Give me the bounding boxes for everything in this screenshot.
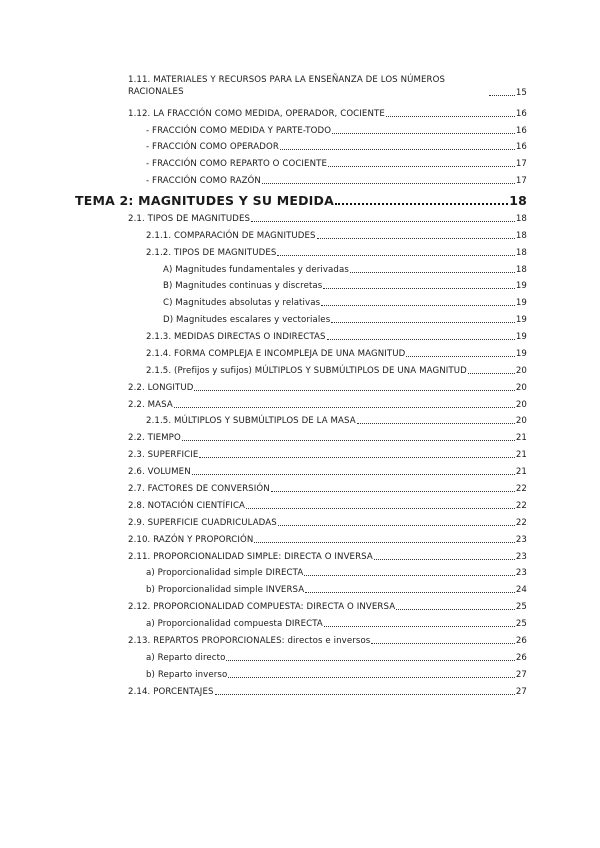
toc-entry-page: 22 bbox=[515, 501, 527, 511]
toc-entry-label: 1.11. MATERIALES Y RECURSOS PARA LA ENSEÑANZA DE LOS NÚMEROS RACIONALES bbox=[128, 75, 446, 97]
toc-entry-page: 16 bbox=[515, 126, 527, 136]
toc-entry-label: 2.1.3. MEDIDAS DIRECTAS O INDIRECTAS bbox=[146, 332, 326, 342]
leader-dots bbox=[350, 272, 515, 273]
toc-entry[interactable] bbox=[146, 364, 527, 376]
leader-dots bbox=[192, 474, 515, 475]
toc-entry[interactable] bbox=[163, 263, 527, 275]
toc-entry[interactable] bbox=[146, 617, 527, 629]
leader-dots bbox=[228, 677, 515, 678]
toc-entry-page: 22 bbox=[515, 518, 527, 528]
toc-entry-page: 16 bbox=[515, 142, 527, 152]
leader-dots bbox=[277, 255, 514, 256]
toc-entry-label: 2.13. REPARTOS PROPORCIONALES: directos e inversos bbox=[128, 636, 371, 646]
toc-entry-page: 19 bbox=[515, 332, 527, 342]
toc-entry-label: 2.9. SUPERFICIE CUADRICULADAS bbox=[128, 518, 277, 528]
toc-entry-label: - FRACCIÓN COMO REPARTO O COCIENTE bbox=[146, 159, 327, 169]
toc-entry-page: 20 bbox=[515, 400, 527, 410]
leader-dots bbox=[305, 592, 515, 593]
toc-entry-page: 18 bbox=[515, 214, 527, 224]
leader-dots bbox=[254, 542, 514, 543]
leader-dots bbox=[262, 183, 515, 184]
leader-dots bbox=[174, 407, 515, 408]
toc-chapter-heading[interactable] bbox=[75, 193, 527, 208]
toc-entry-label: 2.14. PORCENTAJES bbox=[128, 687, 214, 697]
toc-entry[interactable] bbox=[128, 381, 527, 393]
toc-entry-label: 2.1. TIPOS DE MAGNITUDES bbox=[128, 214, 251, 224]
toc-entry-page: 25 bbox=[515, 619, 527, 629]
toc-entry[interactable] bbox=[128, 465, 527, 477]
toc-entry-page: 18 bbox=[515, 265, 527, 275]
toc-entry-label: 2.10. RAZÓN Y PROPORCIÓN bbox=[128, 535, 254, 545]
toc-entry[interactable] bbox=[128, 685, 527, 697]
toc-entry-label: - FRACCIÓN COMO OPERADOR bbox=[146, 142, 279, 152]
toc-entry[interactable] bbox=[146, 566, 527, 578]
toc-entry-page: 22 bbox=[515, 484, 527, 494]
toc-entry[interactable] bbox=[146, 330, 527, 342]
leader-dots bbox=[271, 491, 515, 492]
toc-entry[interactable] bbox=[128, 482, 527, 494]
toc-entry[interactable] bbox=[163, 279, 527, 291]
leader-dots bbox=[251, 221, 515, 222]
toc-entry-label: a) Reparto directo bbox=[146, 653, 226, 663]
leader-dots bbox=[323, 288, 514, 289]
toc-entry-label: 2.1.5. MÚLTIPLOS Y SUBMÚLTIPLOS DE LA MASA bbox=[146, 416, 356, 426]
leader-dots bbox=[317, 238, 515, 239]
toc-entry-page: 26 bbox=[515, 653, 527, 663]
toc-entry-page: 16 bbox=[515, 109, 527, 119]
toc-entry[interactable] bbox=[128, 499, 527, 511]
toc-entry-label: b) Reparto inverso bbox=[146, 670, 228, 680]
leader-dots bbox=[194, 390, 514, 391]
leader-dots bbox=[215, 694, 515, 695]
toc-entry-page: 20 bbox=[515, 416, 527, 426]
toc-entry[interactable] bbox=[163, 296, 527, 308]
toc-entry-label: - FRACCIÓN COMO MEDIDA Y PARTE-TODO bbox=[146, 126, 332, 136]
toc-entry-label: 2.2. MASA bbox=[128, 400, 173, 410]
toc-entry-page: 18 bbox=[515, 231, 527, 241]
leader-dots bbox=[406, 356, 515, 357]
toc-entry[interactable] bbox=[128, 634, 527, 646]
leader-dots bbox=[468, 373, 515, 374]
toc-entry-label: 2.8. NOTACIÓN CIENTÍFICA bbox=[128, 501, 246, 511]
leader-dots bbox=[357, 423, 515, 424]
toc-entry-label: 2.1.1. COMPARACIÓN DE MAGNITUDES bbox=[146, 231, 316, 241]
toc-entry[interactable] bbox=[146, 124, 527, 136]
toc-entry[interactable] bbox=[128, 212, 527, 224]
leader-dots bbox=[489, 95, 515, 96]
leader-dots bbox=[246, 508, 515, 509]
toc-entry-label: 2.1.2. TIPOS DE MAGNITUDES bbox=[146, 248, 277, 258]
toc-entry-page: 19 bbox=[515, 298, 527, 308]
leader-dots bbox=[278, 525, 515, 526]
toc-entry[interactable] bbox=[128, 398, 527, 410]
toc-entry-label: 1.12. LA FRACCIÓN COMO MEDIDA, OPERADOR, COCIENTE bbox=[128, 109, 385, 119]
leader-dots bbox=[304, 575, 515, 576]
toc-entry-page: 23 bbox=[515, 552, 527, 562]
leader-dots bbox=[226, 660, 514, 661]
leader-dots bbox=[182, 440, 515, 441]
toc-entry-page: 21 bbox=[515, 467, 527, 477]
leader-dots bbox=[331, 322, 515, 323]
toc-entry-page: 18 bbox=[509, 193, 527, 208]
toc-entry-page: 19 bbox=[515, 349, 527, 359]
toc-entry-label: 2.6. VOLUMEN bbox=[128, 467, 191, 477]
toc-entry[interactable] bbox=[146, 414, 527, 426]
toc-entry[interactable] bbox=[146, 347, 527, 359]
toc-entry-label: 2.2. LONGITUD bbox=[128, 383, 194, 393]
toc-entry-label: a) Proporcionalidad simple DIRECTA bbox=[146, 568, 304, 578]
leader-dots bbox=[371, 643, 514, 644]
toc-entry-page: 21 bbox=[515, 450, 527, 460]
leader-dots bbox=[374, 559, 515, 560]
toc-entry-label: - FRACCIÓN COMO RAZÓN bbox=[146, 176, 261, 186]
toc-entry-label: TEMA 2: MAGNITUDES Y SU MEDIDA bbox=[75, 193, 334, 208]
leader-dots bbox=[396, 609, 515, 610]
toc-entry[interactable] bbox=[128, 533, 527, 545]
toc-entry-page: 27 bbox=[515, 670, 527, 680]
leader-dots bbox=[327, 339, 515, 340]
toc-entry-label: 2.7. FACTORES DE CONVERSIÓN bbox=[128, 484, 270, 494]
toc-entry-page: 23 bbox=[515, 535, 527, 545]
toc-entry-label: 2.3. SUPERFICIE bbox=[128, 450, 199, 460]
toc-entry-page: 19 bbox=[515, 315, 527, 325]
leader-dots bbox=[280, 149, 515, 150]
leader-dots bbox=[199, 457, 514, 458]
toc-entry-page: 24 bbox=[515, 585, 527, 595]
toc-entry-label: B) Magnitudes continuas y discretas bbox=[163, 281, 323, 291]
toc-entry[interactable] bbox=[128, 600, 527, 612]
toc-entry[interactable] bbox=[163, 313, 527, 325]
toc-entry[interactable] bbox=[146, 246, 527, 258]
toc-entry-page: 20 bbox=[515, 366, 527, 376]
leader-dots bbox=[386, 116, 515, 117]
toc-entry[interactable] bbox=[146, 157, 527, 169]
toc-entry-page: 27 bbox=[515, 687, 527, 697]
toc-entry-page: 23 bbox=[515, 568, 527, 578]
toc-entry[interactable] bbox=[146, 140, 527, 152]
leader-dots bbox=[321, 305, 515, 306]
toc-entry[interactable] bbox=[128, 448, 527, 460]
toc-entry-page: 19 bbox=[515, 281, 527, 291]
leader-dots bbox=[324, 626, 515, 627]
toc-entry[interactable] bbox=[128, 107, 527, 119]
toc-entry-label: 2.11. PROPORCIONALIDAD SIMPLE: DIRECTA O INVERSA bbox=[128, 552, 373, 562]
toc-entry[interactable] bbox=[128, 550, 527, 562]
toc-entry[interactable] bbox=[128, 431, 527, 443]
toc-entry[interactable] bbox=[128, 516, 527, 528]
toc-entry-label: 2.1.4. FORMA COMPLEJA E INCOMPLEJA DE UNA MAGNITUD bbox=[146, 349, 406, 359]
toc-entry-label: A) Magnitudes fundamentales y derivadas bbox=[163, 265, 349, 275]
toc-entry-label: a) Proporcionalidad compuesta DIRECTA bbox=[146, 619, 323, 629]
toc-entry-page: 20 bbox=[515, 383, 527, 393]
toc-entry-page: 17 bbox=[515, 159, 527, 169]
toc-entry-page: 21 bbox=[515, 433, 527, 443]
toc-entry-page: 25 bbox=[515, 602, 527, 612]
toc-entry-page: 15 bbox=[515, 88, 527, 98]
toc-entry[interactable] bbox=[146, 583, 527, 595]
toc-entry-label: 2.12. PROPORCIONALIDAD COMPUESTA: DIRECTA O INVERSA bbox=[128, 602, 396, 612]
toc-entry-page: 26 bbox=[515, 636, 527, 646]
toc-entry[interactable] bbox=[146, 668, 527, 680]
toc-entry-label: 2.1.5. (Prefijos y sufijos) MÚLTIPLOS Y SUBMÚLTIPLOS DE UNA MAGNITUD bbox=[146, 366, 467, 376]
leader-dots bbox=[328, 166, 515, 167]
toc-entry-label: C) Magnitudes absolutas y relativas bbox=[163, 298, 321, 308]
leader-dots bbox=[335, 203, 508, 205]
toc-entry-label: D) Magnitudes escalares y vectoriales bbox=[163, 315, 331, 325]
toc-entry-label: b) Proporcionalidad simple INVERSA bbox=[146, 585, 305, 595]
toc-entry[interactable] bbox=[146, 174, 527, 186]
toc-entry-label: 2.2. TIEMPO bbox=[128, 433, 181, 443]
toc-entry-page: 18 bbox=[515, 248, 527, 258]
toc-entry-page: 17 bbox=[515, 176, 527, 186]
toc-entry[interactable] bbox=[146, 651, 527, 663]
leader-dots bbox=[332, 133, 515, 134]
toc-entry[interactable] bbox=[146, 229, 527, 241]
toc-entry[interactable] bbox=[128, 74, 527, 98]
